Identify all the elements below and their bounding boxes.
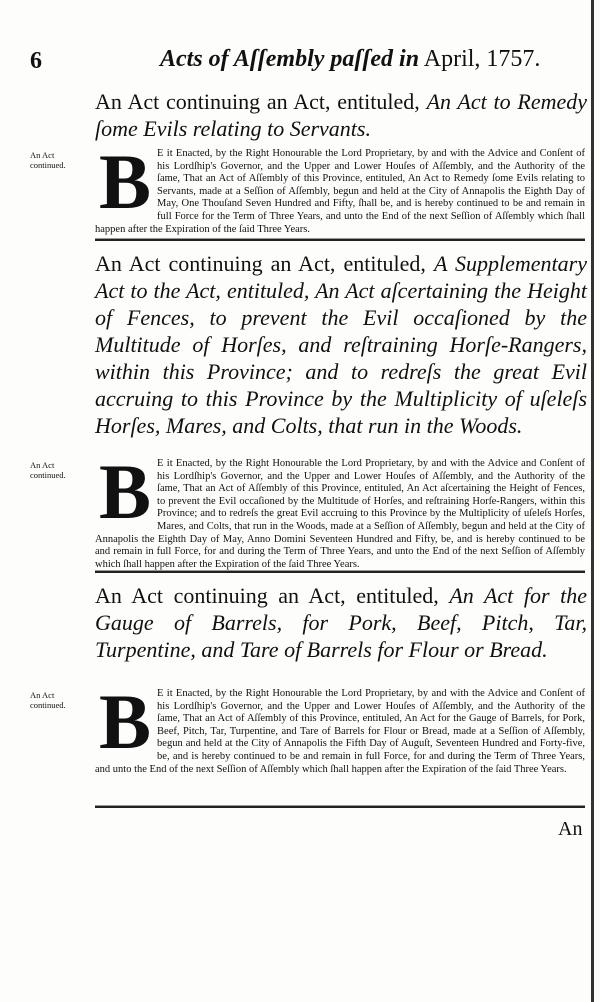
act-title-3 bbox=[95, 582, 587, 663]
title-roman: An Act continuing an Act, entituled, bbox=[95, 583, 439, 608]
act-title-2 bbox=[95, 250, 587, 439]
body-text: E it Enacted, by the Right Honourable the Lord Proprietary, by and with the Advice and Conſent of his Lordſhip's Governor, and the Upper and Lower Houſes of Aſſembly, and the Authority of the ſame, That an Act of Aſſembly of this Province, entituled, An Act for the Gauge of Barrels, for Pork, Beef, Pitch, Tar, Turpentine, and Tare of Barrels for Flour or Bread, made at a Seſſion of Aſſembly, begun and held at the City of Annapolis the Fifth Day of Auguſt, Seventeen Hundred and Forty-five, be, and is hereby continued to be and remain in full Force, for and during the Term of Three Years, and unto the End of the next Seſſion of Aſſembly which ſhall happen after the Expiration of the ſaid Three Years. bbox=[95, 688, 585, 775]
title-roman: An Act continuing an Act, entituled, bbox=[95, 251, 426, 276]
section-rule bbox=[95, 570, 585, 573]
running-head-italic: Acts of Aſſembly paſſed in bbox=[160, 46, 420, 72]
drop-cap: B bbox=[99, 138, 152, 225]
title-italic: A Supplementary Act to the Act, entituled, An Act aſcertaining the Height of Fences, to prevent the Evil occaſioned by the Multitude of Horſes, and reſtraining Horſe-Rangers, within this Province; and to redreſs the great Evil accruing to this Province by the Multiplicity of uſeleſs Horſes, Mares, and Colts, that run in the Woods. bbox=[95, 251, 587, 438]
running-head-date: April, 1757. bbox=[423, 46, 541, 72]
page-number: 6 bbox=[30, 48, 42, 74]
title-italic: An Act for the Gauge of Barrels, for Pork, Beef, Pitch, Tar, Turpentine, and Tare of Barrels for Flour or Bread. bbox=[95, 583, 587, 662]
act-body-2 bbox=[95, 448, 585, 571]
drop-cap: B bbox=[99, 678, 152, 765]
act-body-3 bbox=[95, 678, 585, 776]
title-roman: An Act continuing an Act, entituled, bbox=[95, 89, 420, 114]
catchword: An bbox=[558, 818, 583, 840]
margin-note-1: An Act continued. bbox=[30, 150, 66, 170]
body-text: E it Enacted, by the Right Honourable the Lord Proprietary, by and with the Advice and Conſent of his Lordſhip's Governor, and the Upper and Lower Houſes of Aſſembly, and the Authority of the ſame, That an Act of Aſſembly of this Province, entituled, An Act aſcertaining the Height of Fences, to prevent the Evil occaſioned by the Multitude of Horſes, and reſtraining Horſe-Rangers, within this Province; and to redreſs the great Evil accruing to this Province by the Multiplicity of uſeleſs Horſes, Mares, and Colts, that run in the Woods, made at a Seſſion of Aſſembly, begun and held at the City of Annapolis the Eighth Day of May, Anno Domini Seventeen Hundred and Fifty, be, and is hereby continued to be and remain in full Force, for and during the Term of Three Years, and unto the End of the next Seſſion of Aſſembly which ſhall happen after the Expiration of the ſaid Three Years. bbox=[95, 458, 585, 570]
section-rule bbox=[95, 238, 585, 241]
page-edge bbox=[591, 0, 594, 1002]
body-text: E it Enacted, by the Right Honourable the Lord Proprietary, by and with the Advice and Conſent of his Lordſhip's Governor, and the Upper and Lower Houſes of Aſſembly, and the Authority of the ſame, That an Act of Aſſembly of this Province, entituled, An Act to Remedy ſome Evils relating to Servants, made at a Seſſion of Aſſembly, begun and held at the City of Annapolis the Eighth Day of May, One Thouſand Seven Hundred and Fifty, ſhall be, and is hereby continued to be and remain in full Force for the Term of Three Years, and unto the End of the next Seſſion of Aſſembly which ſhall happen after the Expiration of the ſaid Three Years. bbox=[95, 148, 585, 235]
margin-note-2: An Act continued. bbox=[30, 460, 66, 480]
title-italic: An Act to Remedy ſome Evils relating to Servants. bbox=[95, 89, 588, 141]
drop-cap: B bbox=[99, 448, 152, 535]
act-body-1 bbox=[95, 138, 585, 236]
margin-note-3: An Act continued. bbox=[30, 690, 66, 710]
act-title-1 bbox=[95, 88, 587, 142]
running-head bbox=[160, 46, 540, 73]
section-rule bbox=[95, 805, 585, 808]
